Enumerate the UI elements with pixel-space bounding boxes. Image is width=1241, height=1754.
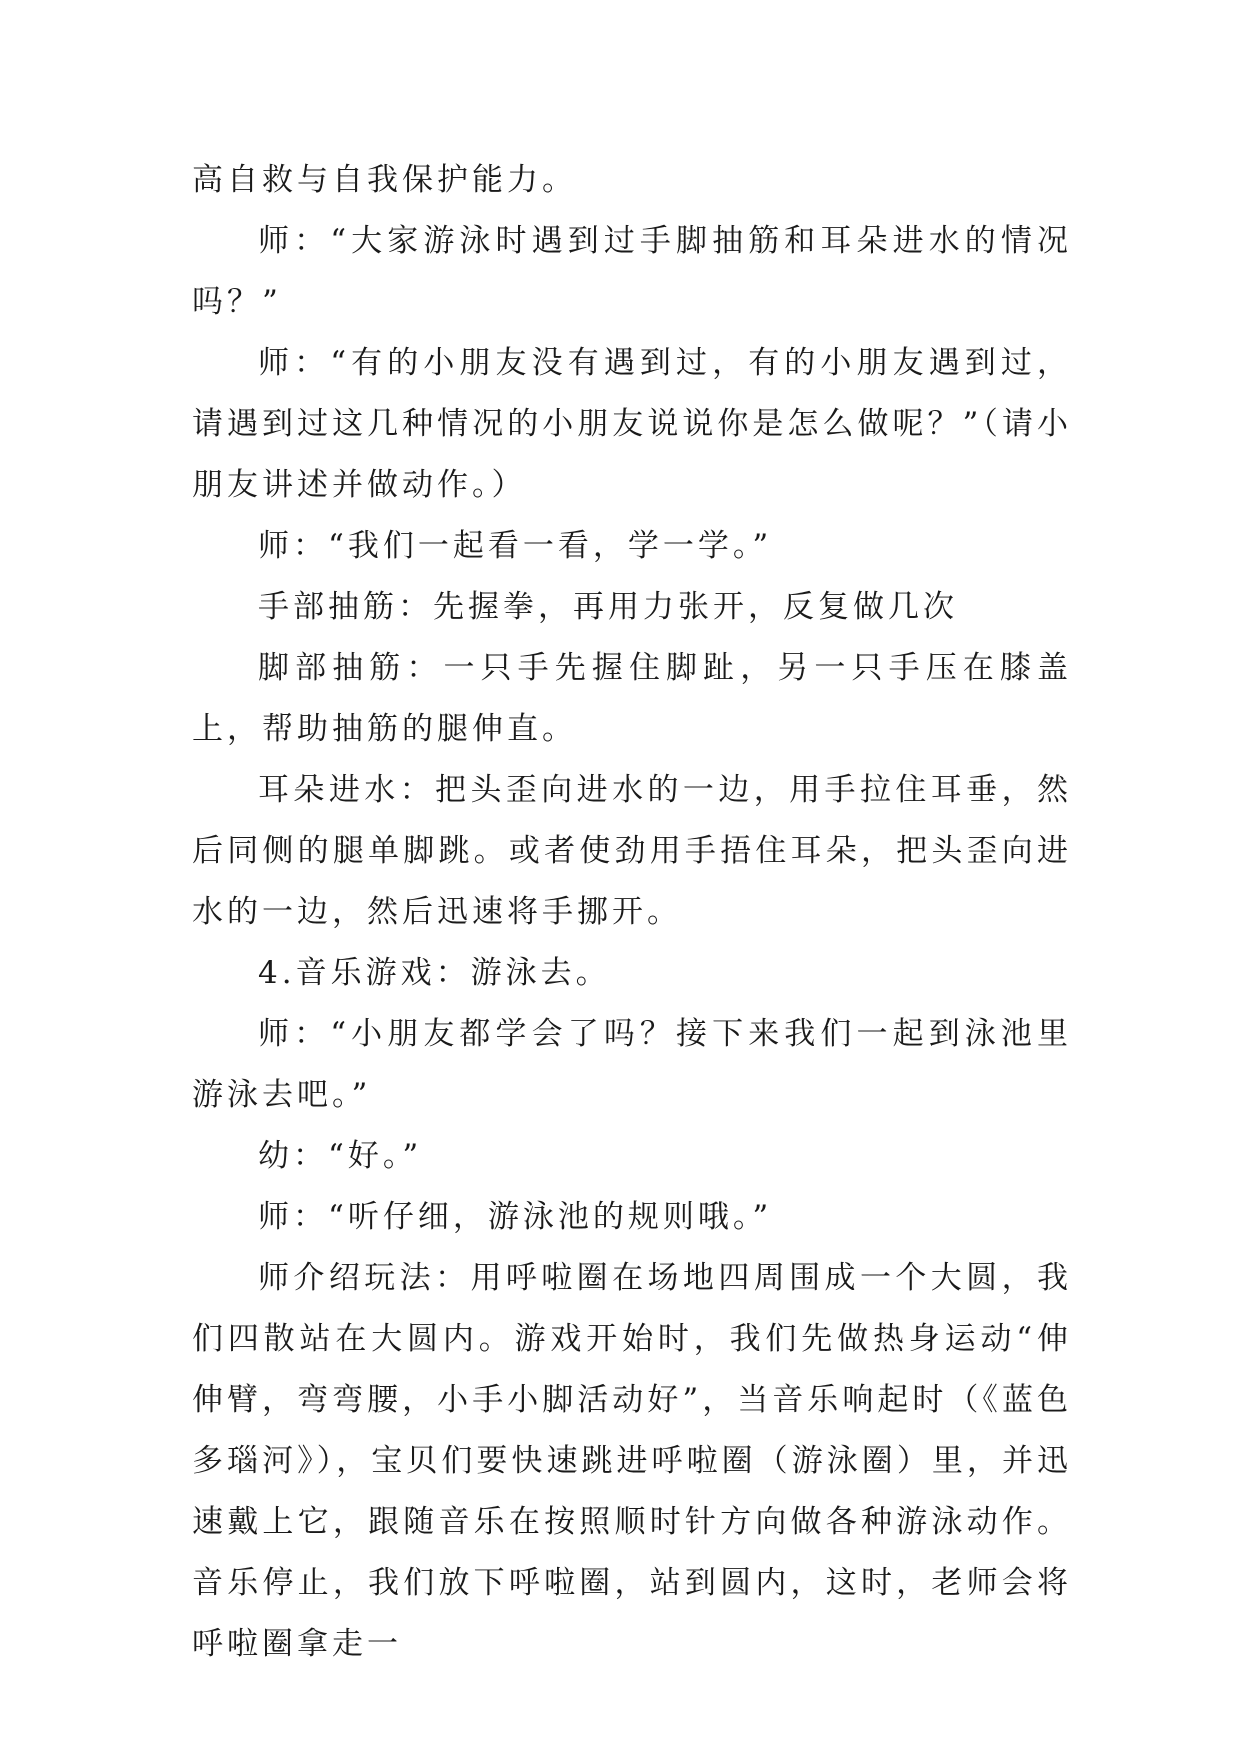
paragraph-children-reply: 幼：“好。”: [258, 1138, 423, 1174]
section-heading-music-game: 4.音乐游戏：游泳去。: [258, 955, 611, 991]
paragraph-teacher-invite: 师：“小朋友都学会了吗？接下来我们一起到泳池里游泳去吧。”: [192, 1016, 1072, 1113]
paragraph-teacher-rules: 师：“听仔细，游泳池的规则哦。”: [258, 1199, 773, 1235]
paragraph-foot-cramp: 脚部抽筋：一只手先握住脚趾，另一只手压在膝盖上，帮助抽筋的腿伸直。: [192, 650, 1072, 747]
paragraph-ear-water: 耳朵进水：把头歪向进水的一边，用手拉住耳垂，然后同侧的腿单脚跳。或者使劲用手捂住耳朵，把头歪向进水的一边，然后迅速将手挪开。: [192, 772, 1072, 930]
paragraph-teacher-question: 师：“大家游泳时遇到过手脚抽筋和耳朵进水的情况吗？”: [192, 223, 1072, 320]
document-body: [192, 150, 1072, 1675]
paragraph-teacher-prompt: 师：“有的小朋友没有遇到过，有的小朋友遇到过，请遇到过这几种情况的小朋友说说你是怎么做呢？”（请小朋友讲述并做动作。）: [192, 345, 1072, 503]
paragraph-continuation: 高自救与自我保护能力。: [192, 162, 577, 198]
paragraph-teacher-learn: 师：“我们一起看一看，学一学。”: [258, 528, 773, 564]
paragraph-hand-cramp: 手部抽筋：先握拳，再用力张开，反复做几次: [258, 589, 958, 625]
paragraph-game-rules: 师介绍玩法：用呼啦圈在场地四周围成一个大圆，我们四散站在大圆内。游戏开始时，我们先做热身运动“伸伸臂，弯弯腰，小手小脚活动好”，当音乐响起时（《蓝色多瑙河》），宝贝们要快速跳进呼啦圈（游泳圈）里，并迅速戴上它，跟随音乐在按照顺时针方向做各种游泳动作。音乐停止，我们放下呼啦圈，站到圆内，这时，老师会将呼啦圈拿走一: [192, 1260, 1072, 1662]
